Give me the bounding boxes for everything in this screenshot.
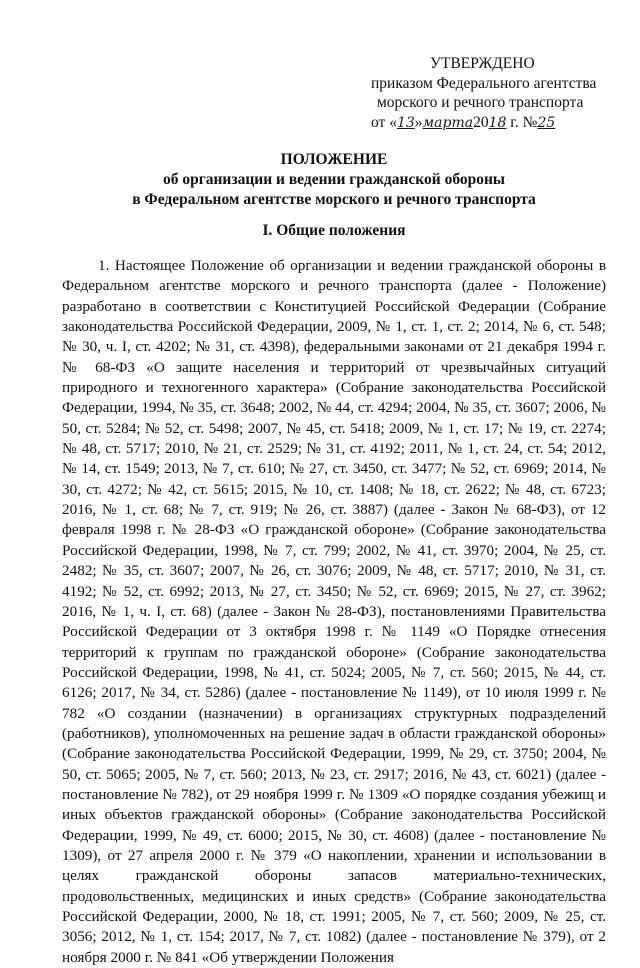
section-heading: I. Общие положения <box>262 222 406 239</box>
approval-date-line <box>360 113 610 134</box>
number-prefix: г. № <box>506 113 538 131</box>
paragraph-1: 1. Настоящее Положение об организации и ведении гражданской обороны в Федеральном агентстве морского и речного транспорта (далее - Положение) разработано в соответствии с Конституцией Российской Федерации (Собрание законодательства Российской Федерации, 2009, № 1, ст. 1, ст. 2; 2014, № 6, ст. 548; № 30, ч. I, ст. 4202; № 31, ст. 4398), федеральными законами от 21 декабря 1994 г. № 68-ФЗ «О защите населения и территорий от чрезвычайных ситуаций природного и техногенного характера» (Собрание законодательства Российской Федерации, 1994, № 35, ст. 3648; 2002, № 44, ст. 4294; 2004, № 35, ст. 3607; 2006, № 50, ст. 5284; № 52, ст. 5498; 2007, № 45, ст. 5418; 2009, № 1, ст. 17; № 19, ст. 2274; № 48, ст. 5717; 2010, № 21, ст. 2529; № 31, ст. 4192; 2011, № 1, ст. 24, ст. 54; 2012, № 14, ст. 1549; 2013, № 7, ст. 610; № 27, ст. 3450, ст. 3477; № 52, ст. 6969; 2014, № 30, ст. 4272; № 42, ст. 5615; 2015, № 10, ст. 1408; № 18, ст. 2622; № 48, ст. 6723; 2016, № 1, ст. 68; № 7, ст. 919; № 26, ст. 3887) (далее - Закон № 68-ФЗ), от 12 февраля 1998 г. № 28-ФЗ «О гражданской обороне» (Собрание законодательства Российской Федерации, 1998, № 7, ст. 799; 2002, № 41, ст. 3970; 2004, № 25, ст. 2482; № 35, ст. 3607; 2007, № 26, ст. 3076; 2009, № 48, ст. 5717; 2010, № 31, ст. 4192; № 52, ст. 6992; 2013, № 27, ст. 3450; № 52, ст. 6969; 2015, № 27, ст. 3962; 2016, № 1, ч. I, ст. 68) (далее - Закон № 28-ФЗ), постановлениями Правительства Российской Федерации от 3 октября 1998 г. № 1149 «О Порядке отнесения территорий к группам по гражданской обороне» (Собрание законодательства Российской Федерации, 1998, № 41, ст. 5024; 2005, № 7, ст. 560; 2015, № 44, ст. 6126; 2017, № 34, ст. 5286) (далее - постановление № 1149), от 10 июля 1999 г. № 782 «О создании (назначении) в организациях структурных подразделений (работников), уполномоченных на решение задач в области гражданской обороны» (Собрание законодательства Российской Федерации, 1999, № 29, ст. 3750; 2004, № 50, ст. 5065; 2005, № 7, ст. 560; 2013, № 23, ст. 2917; 2016, № 43, ст. 6021) (далее - постановление № 782), от 29 ноября 1999 г. № 1309 «О порядке создания убежищ и иных объектов гражданской обороны» (Собрание законодательства Российской Федерации, 1999, № 49, ст. 6000; 2015, № 30, ст. 4608) (далее - постановление № 1309), от 27 апреля 2000 г. № 379 «О накоплении, хранении и использовании в целях гражданской обороны запасов материально-технических, продовольственных, медицинских и иных средств» (Собрание законодательства Российской Федерации, 2000, № 18, ст. 1991; 2005, № 7, ст. 560; 2009, № 25, ст. 3056; 2012, № 1, ст. 154; 2017, № 7, ст. 1082) (далее - постановление № 379), от 2 ноября 2000 г. № 841 «Об утверждении Положения <box>62 257 606 966</box>
date-quote-close: » <box>414 113 423 131</box>
handwritten-number: 25 <box>537 114 556 131</box>
approval-heading: УТВЕРЖДЕНО <box>430 55 535 72</box>
approval-order-line: приказом Федерального агентства <box>371 74 597 92</box>
year-prefix: 20 <box>473 113 489 131</box>
document-body <box>62 256 606 968</box>
handwritten-year: 18 <box>488 114 507 131</box>
document-title: ПОЛОЖЕНИЕ <box>280 151 388 168</box>
handwritten-day: 13 <box>396 114 415 131</box>
document-title-block <box>62 150 606 210</box>
approval-agency-line: морского и речного транспорта <box>377 94 584 111</box>
approval-stamp-block <box>360 54 610 133</box>
handwritten-month: марта <box>422 114 474 131</box>
document-subtitle-line1: об организации и ведении гражданской обороны <box>162 171 506 188</box>
date-prefix: от « <box>371 113 397 131</box>
document-subtitle-line2: в Федеральном агентстве морского и речного транспорта <box>132 191 536 208</box>
